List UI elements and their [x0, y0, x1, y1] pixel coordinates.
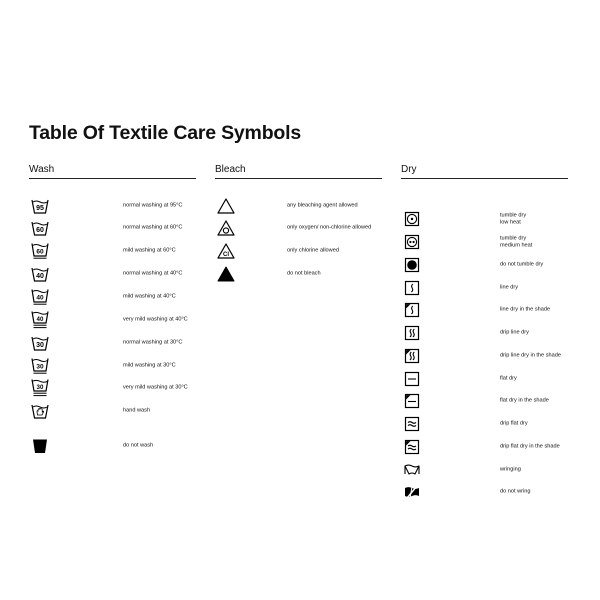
wash-label: do not wash: [123, 442, 154, 449]
dry-label: wringing: [500, 466, 521, 473]
wash-label: very mild washing at 40°C: [123, 316, 188, 323]
dry-label: drip line dry in the shade: [500, 352, 561, 359]
bleach-oxygen-icon: [217, 220, 235, 236]
wash-temperature: 60: [36, 227, 44, 235]
wash-temperature: 40: [36, 294, 44, 302]
do-not-bleach-icon: [217, 266, 235, 282]
wash-label: normal washing at 30°C: [123, 339, 183, 346]
wash-label: very mild washing at 30°C: [123, 384, 188, 391]
bleach-column: [215, 163, 382, 277]
wash-label: normal washing at 95°C: [123, 202, 183, 209]
dry-label: line dry: [500, 284, 519, 291]
wash-60-icon: [31, 220, 49, 236]
wash-heading: Wash: [29, 163, 196, 179]
wash-temperature: 30: [36, 342, 44, 350]
dry-label: flat dry in the shade: [500, 397, 549, 404]
wash-label: hand wash: [123, 407, 151, 414]
drip-flat-dry-icon: [403, 416, 421, 432]
dry-label: drip flat dry in the shade: [500, 443, 560, 450]
bleach-label: only oxygen/ non-chlorine allowed: [287, 224, 372, 231]
do-not-wash-icon: [31, 438, 49, 454]
drip-flat-dry-shade-icon: [403, 439, 421, 455]
tumble-dry-medium-icon: [403, 234, 421, 250]
wash-40-very-mild-icon: [31, 312, 49, 328]
bleach-chlorine-icon: [217, 243, 235, 259]
wash-30-mild-icon: [31, 358, 49, 374]
wash-column: [29, 163, 196, 449]
wash-40-icon: [31, 266, 49, 282]
bleach-label: only chlorine allowed: [287, 247, 339, 254]
wash-30-very-mild-icon: [31, 380, 49, 396]
dry-label: [500, 212, 526, 225]
bleach-any-icon: [217, 198, 235, 214]
wash-label: normal washing at 40°C: [123, 270, 183, 277]
wash-95-icon: [31, 198, 49, 214]
dry-label-line2: low heat: [500, 219, 521, 225]
dry-heading: Dry: [401, 163, 568, 179]
flat-dry-shade-icon: [403, 393, 421, 409]
wash-temperature: 30: [36, 383, 44, 391]
wash-temperature: 30: [36, 363, 44, 371]
drip-line-dry-icon: [403, 325, 421, 341]
bleach-label: do not bleach: [287, 270, 321, 277]
wash-temperature: 95: [36, 205, 44, 213]
dry-label-line2: medium heat: [500, 242, 533, 248]
drip-line-dry-shade-icon: [403, 348, 421, 364]
dry-label-line1: tumble dry: [500, 212, 527, 219]
wash-30-icon: [31, 335, 49, 351]
dry-label: do not wring: [500, 488, 531, 495]
dry-label: drip flat dry: [500, 420, 528, 427]
dry-label: line dry in the shade: [500, 306, 551, 313]
bleach-symbol: Cl: [223, 252, 229, 258]
wash-40-mild-icon: [31, 289, 49, 305]
dry-label: flat dry: [500, 375, 517, 382]
bleach-label: any bleaching agent allowed: [287, 202, 358, 209]
wash-temperature: 40: [36, 315, 44, 323]
wash-label: mild washing at 60°C: [123, 247, 176, 254]
dry-column: [401, 163, 568, 495]
dry-label-line1: tumble dry: [500, 235, 527, 242]
do-not-wring-icon: [403, 484, 421, 500]
page-title: Table Of Textile Care Symbols: [29, 122, 301, 144]
tumble-dry-low-icon: [403, 211, 421, 227]
bleach-heading: Bleach: [215, 163, 382, 179]
dry-label: [500, 235, 532, 248]
dry-label: drip line dry: [500, 329, 529, 336]
dry-label: do not tumble dry: [500, 261, 544, 268]
line-dry-icon: [403, 280, 421, 296]
wash-label: mild washing at 30°C: [123, 362, 176, 369]
do-not-tumble-dry-icon: [403, 257, 421, 273]
hand-wash-icon: [31, 403, 49, 419]
flat-dry-icon: [403, 371, 421, 387]
wash-label: normal washing at 60°C: [123, 224, 183, 231]
bleach-symbol: O: [224, 228, 228, 235]
line-dry-shade-icon: [403, 302, 421, 318]
wash-temperature: 40: [36, 273, 44, 281]
wash-60-mild-icon: [31, 243, 49, 259]
wash-temperature: 60: [36, 248, 44, 256]
wringing-icon: [403, 462, 421, 478]
wash-label: mild washing at 40°C: [123, 293, 176, 300]
